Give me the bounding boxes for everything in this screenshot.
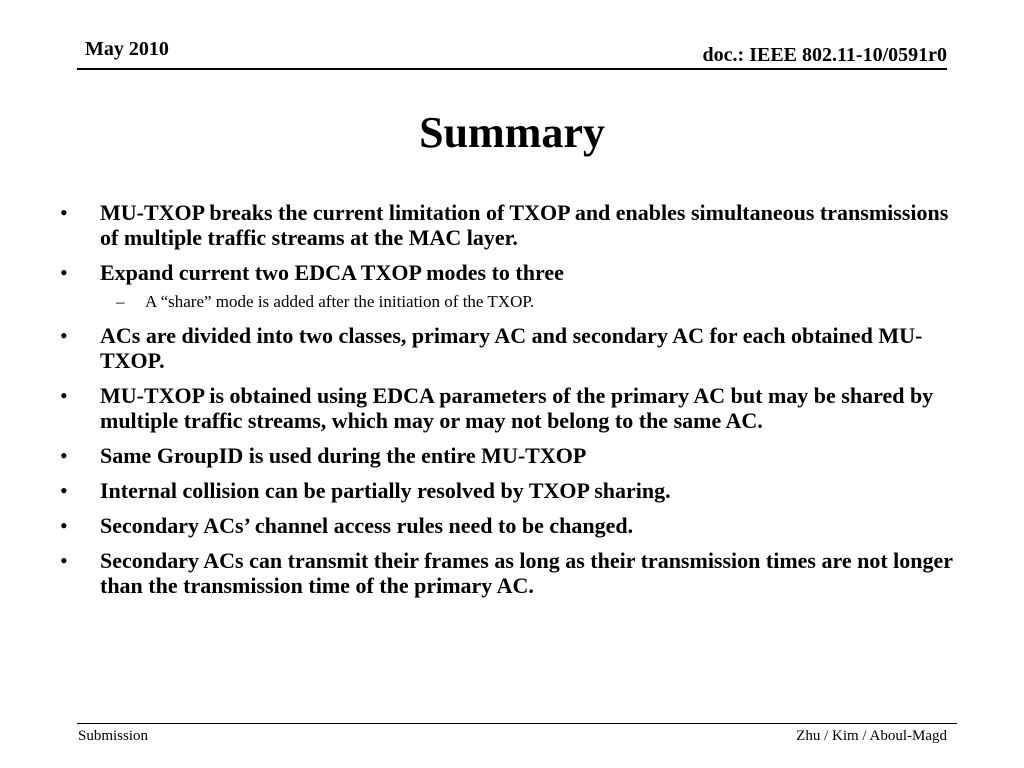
sub-bullet-item <box>58 291 968 313</box>
bullet-glyph: • <box>60 478 68 503</box>
dash-glyph: – <box>116 292 125 311</box>
bullet-glyph: • <box>60 200 68 225</box>
bullet-text: Secondary ACs’ channel access rules need to be changed. <box>100 513 634 538</box>
slide-body <box>58 200 968 608</box>
bullet-item <box>58 478 968 503</box>
footer-rule <box>77 723 957 724</box>
bullet-glyph: • <box>60 383 68 408</box>
bullet-item <box>58 200 968 250</box>
bullet-text: Expand current two EDCA TXOP modes to three <box>100 260 564 285</box>
footer-authors: Zhu / Kim / Aboul-Magd <box>796 728 947 744</box>
bullet-glyph: • <box>60 260 68 285</box>
bullet-item <box>58 513 968 538</box>
footer-submission: Submission <box>78 728 149 744</box>
bullet-glyph: • <box>60 513 68 538</box>
bullet-text: Same GroupID is used during the entire MU-TXOP <box>100 443 587 468</box>
header-rule <box>77 68 947 70</box>
bullet-text: Internal collision can be partially resolved by TXOP sharing. <box>100 478 671 503</box>
bullet-text: MU-TXOP breaks the current limitation of TXOP and enables simultaneous transmissions of multiple traffic streams at the MAC layer. <box>100 200 949 250</box>
bullet-item <box>58 260 968 285</box>
bullet-item <box>58 323 968 373</box>
bullet-item <box>58 548 968 598</box>
bullet-text: MU-TXOP is obtained using EDCA parameters of the primary AC but may be shared by multiple traffic streams, which may or may not belong to the same AC. <box>100 383 934 433</box>
bullet-text: Secondary ACs can transmit their frames as long as their transmission times are not longer than the transmission time of the primary AC. <box>100 548 953 598</box>
bullet-glyph: • <box>60 548 68 573</box>
bullet-glyph: • <box>60 443 68 468</box>
header-date: May 2010 <box>85 38 169 60</box>
bullet-item <box>58 383 968 433</box>
bullet-text: ACs are divided into two classes, primary AC and secondary AC for each obtained MU-TXOP. <box>100 323 923 373</box>
sub-bullet-text: A “share” mode is added after the initiation of the TXOP. <box>145 292 535 311</box>
slide-title: Summary <box>419 108 605 157</box>
bullet-glyph: • <box>60 323 68 348</box>
header-doc-id: doc.: IEEE 802.11-10/0591r0 <box>702 44 947 66</box>
bullet-item <box>58 443 968 468</box>
